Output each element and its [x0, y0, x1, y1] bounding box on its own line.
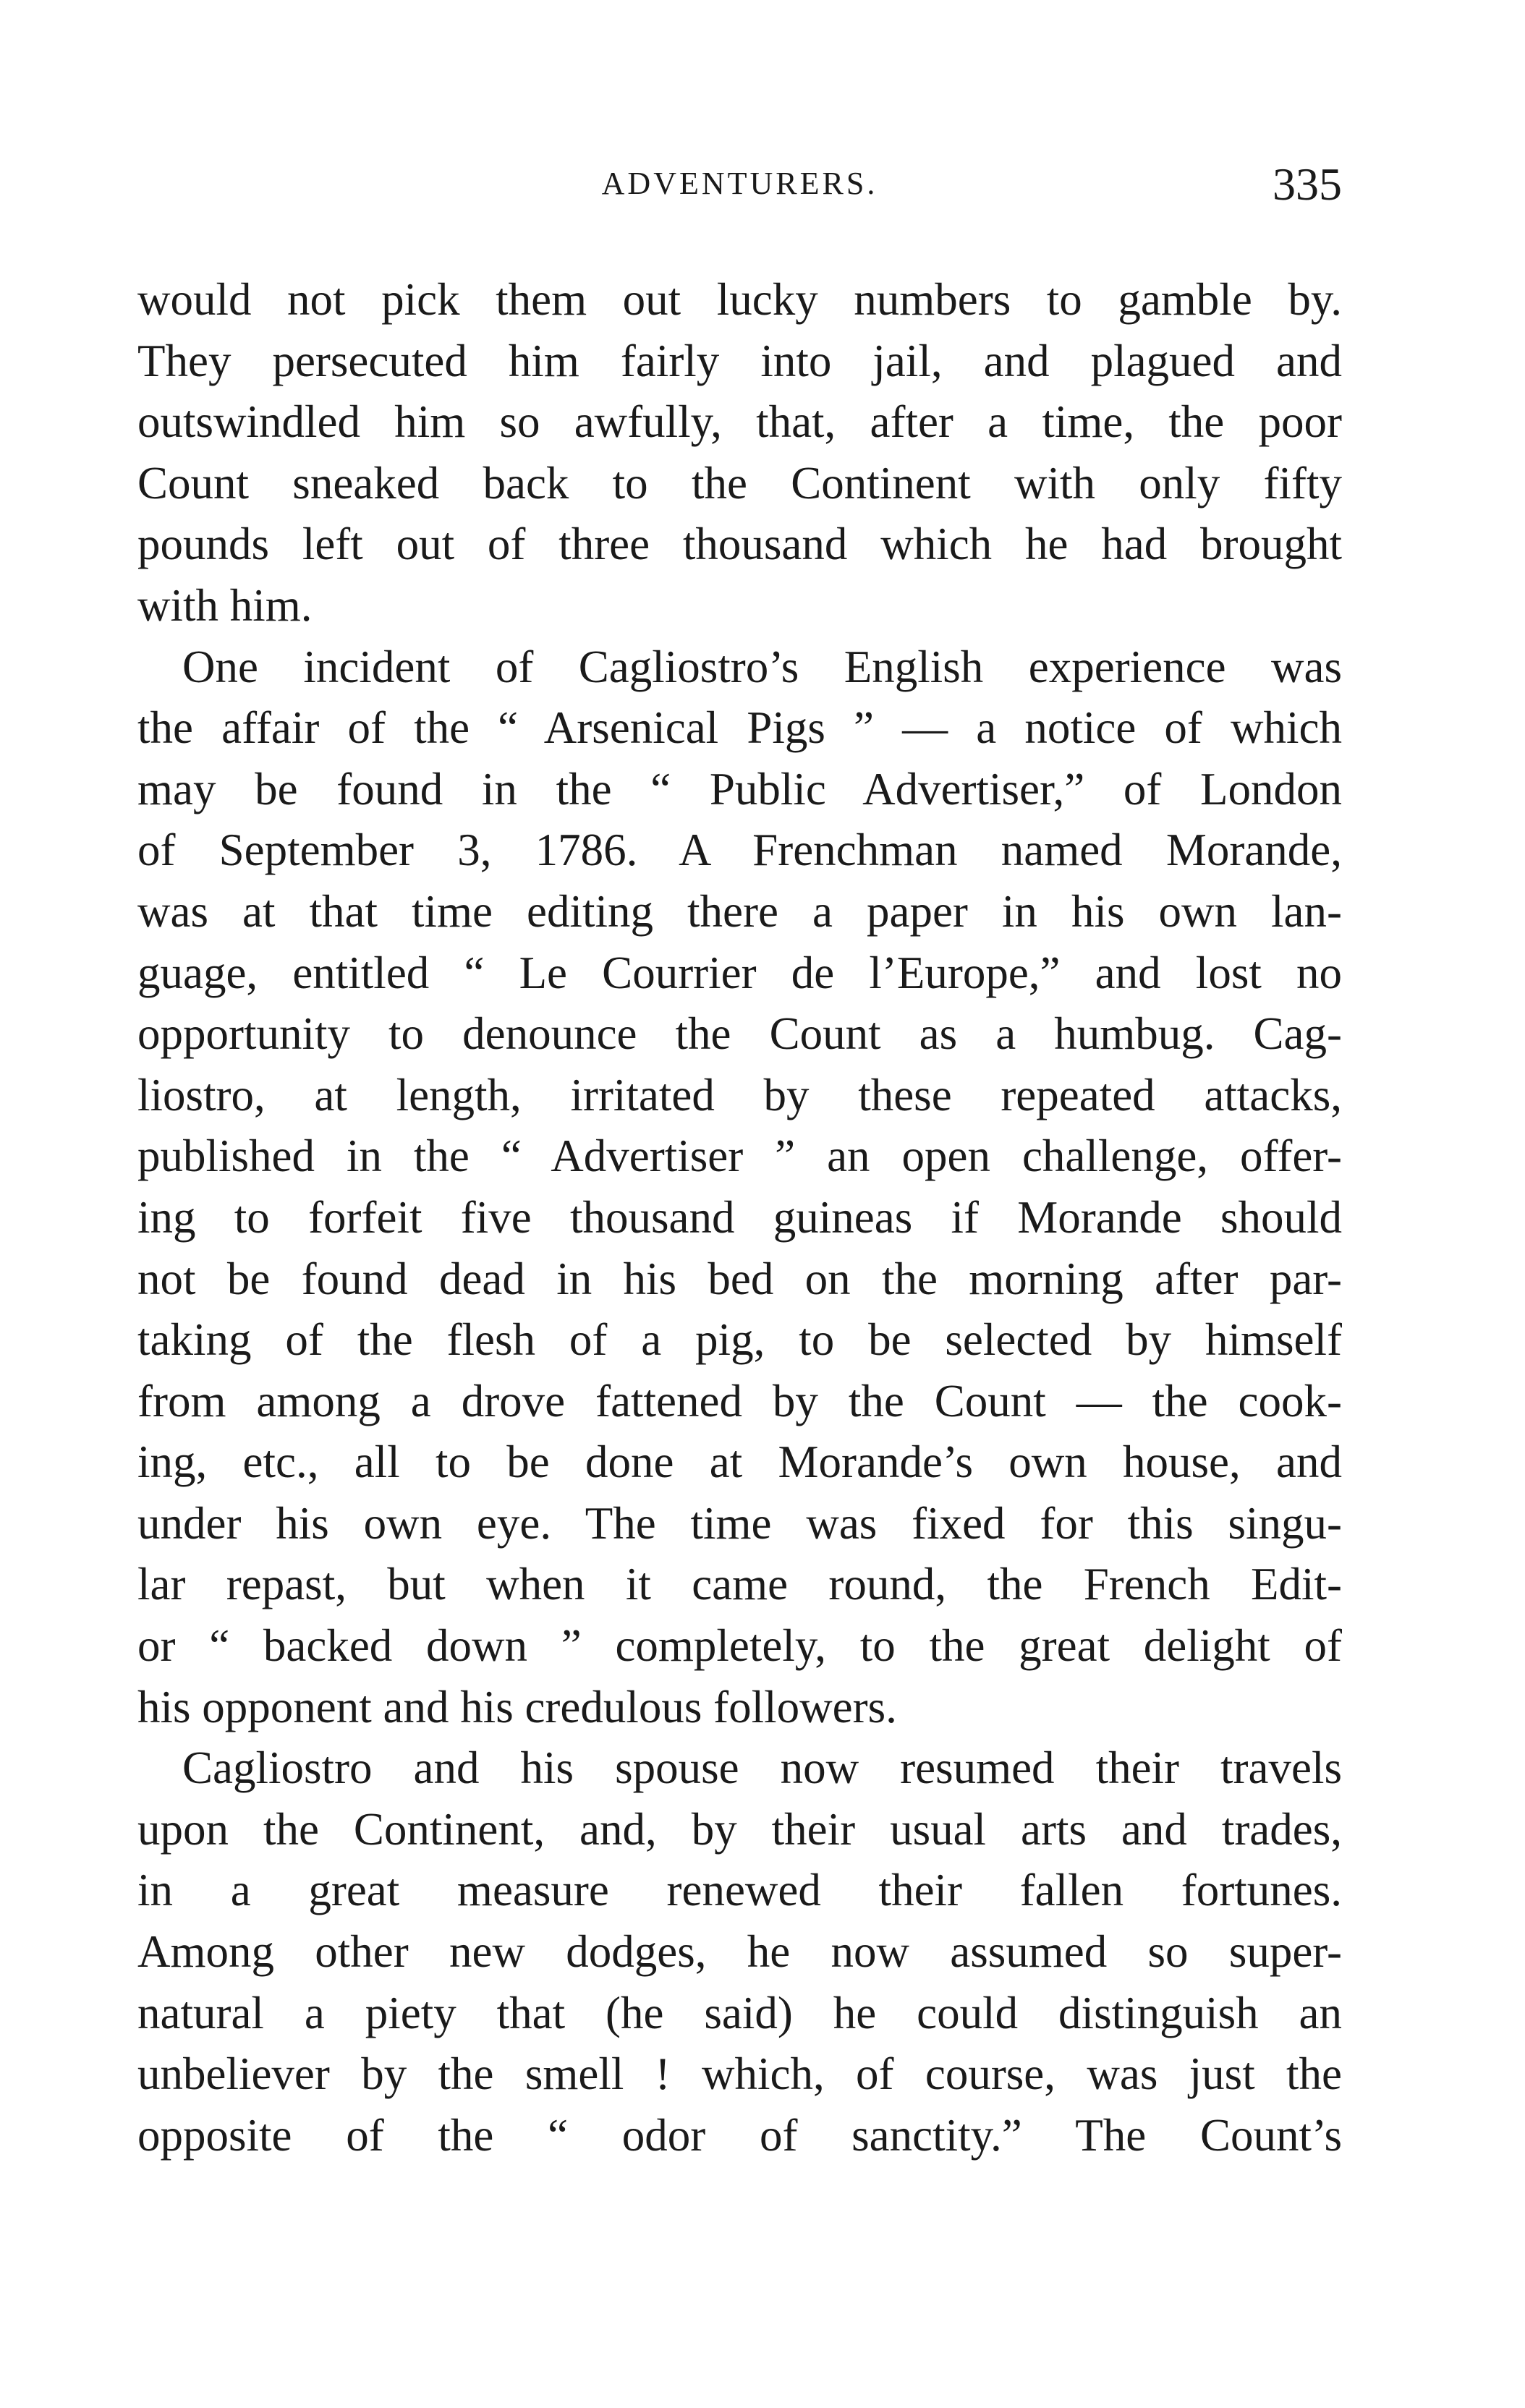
text-line: in a great measure renewed their fallen fortunes. [137, 1865, 1342, 1916]
text-line: upon the Continent, and, by their usual arts and trades, [137, 1803, 1342, 1855]
text-line: his opponent and his credulous followers. [137, 1681, 897, 1732]
text-line: ing to forfeit five thousand guineas if Morande should [137, 1191, 1342, 1243]
text-line: was at that time editing there a paper in his own lan- [137, 885, 1342, 937]
page-header [137, 158, 1342, 221]
running-head: ADVENTURERS. [601, 166, 878, 201]
text-line: Cagliostro and his spouse now resumed their travels [182, 1743, 1342, 1794]
text-line: natural a piety that (he said) he could distinguish an [137, 1987, 1342, 2038]
text-line: would not pick them out lucky numbers to gamble by. [137, 274, 1342, 325]
text-line: the affair of the “ Arsenical Pigs ” — a notice of which [137, 702, 1342, 754]
text-line: may be found in the “ Public Advertiser,” of London [137, 763, 1342, 814]
text-line: They persecuted him fairly into jail, and plagued and [137, 335, 1342, 386]
text-line: or “ backed down ” completely, to the great delight of [137, 1620, 1342, 1672]
text-line: taking of the flesh of a pig, to be selected by himself [137, 1314, 1342, 1366]
text-line: liostro, at length, irritated by these repeated attacks, [137, 1069, 1342, 1120]
text-line: outswindled him so awfully, that, after a time, the poor [137, 396, 1342, 448]
text-line: One incident of Cagliostro’s English experience was [182, 641, 1342, 692]
text-line: from among a drove fattened by the Count — the cook- [137, 1375, 1342, 1426]
paragraph [137, 637, 1342, 1738]
page-number: 335 [1273, 158, 1342, 210]
paragraph [137, 1737, 1342, 2166]
paragraph [137, 269, 1342, 637]
text-line: not be found dead in his bed on the morning after par- [137, 1253, 1342, 1304]
text-line: with him. [137, 579, 313, 631]
text-line: opportunity to denounce the Count as a humbug. Cag- [137, 1008, 1342, 1060]
text-line: Count sneaked back to the Continent with only fifty [137, 457, 1342, 509]
text-line: guage, entitled “ Le Courrier de l’Europe,” and lost no [137, 947, 1342, 998]
body-text [137, 269, 1342, 2166]
text-line: unbeliever by the smell ! which, of course, was just the [137, 2048, 1342, 2100]
text-line: opposite of the “ odor of sanctity.” The Count’s [137, 2109, 1342, 2161]
text-line: under his own eye. The time was fixed for this singu- [137, 1497, 1342, 1549]
text-line: pounds left out of three thousand which he had brought [137, 519, 1342, 570]
text-line: of September 3, 1786. A Frenchman named Morande, [137, 825, 1342, 876]
text-line: ing, etc., all to be done at Morande’s own house, and [137, 1437, 1342, 1488]
text-line: lar repast, but when it came round, the French Edit- [137, 1559, 1342, 1610]
text-line: Among other new dodges, he now assumed so super- [137, 1926, 1342, 1978]
text-line: published in the “ Advertiser ” an open challenge, offer- [137, 1131, 1342, 1182]
